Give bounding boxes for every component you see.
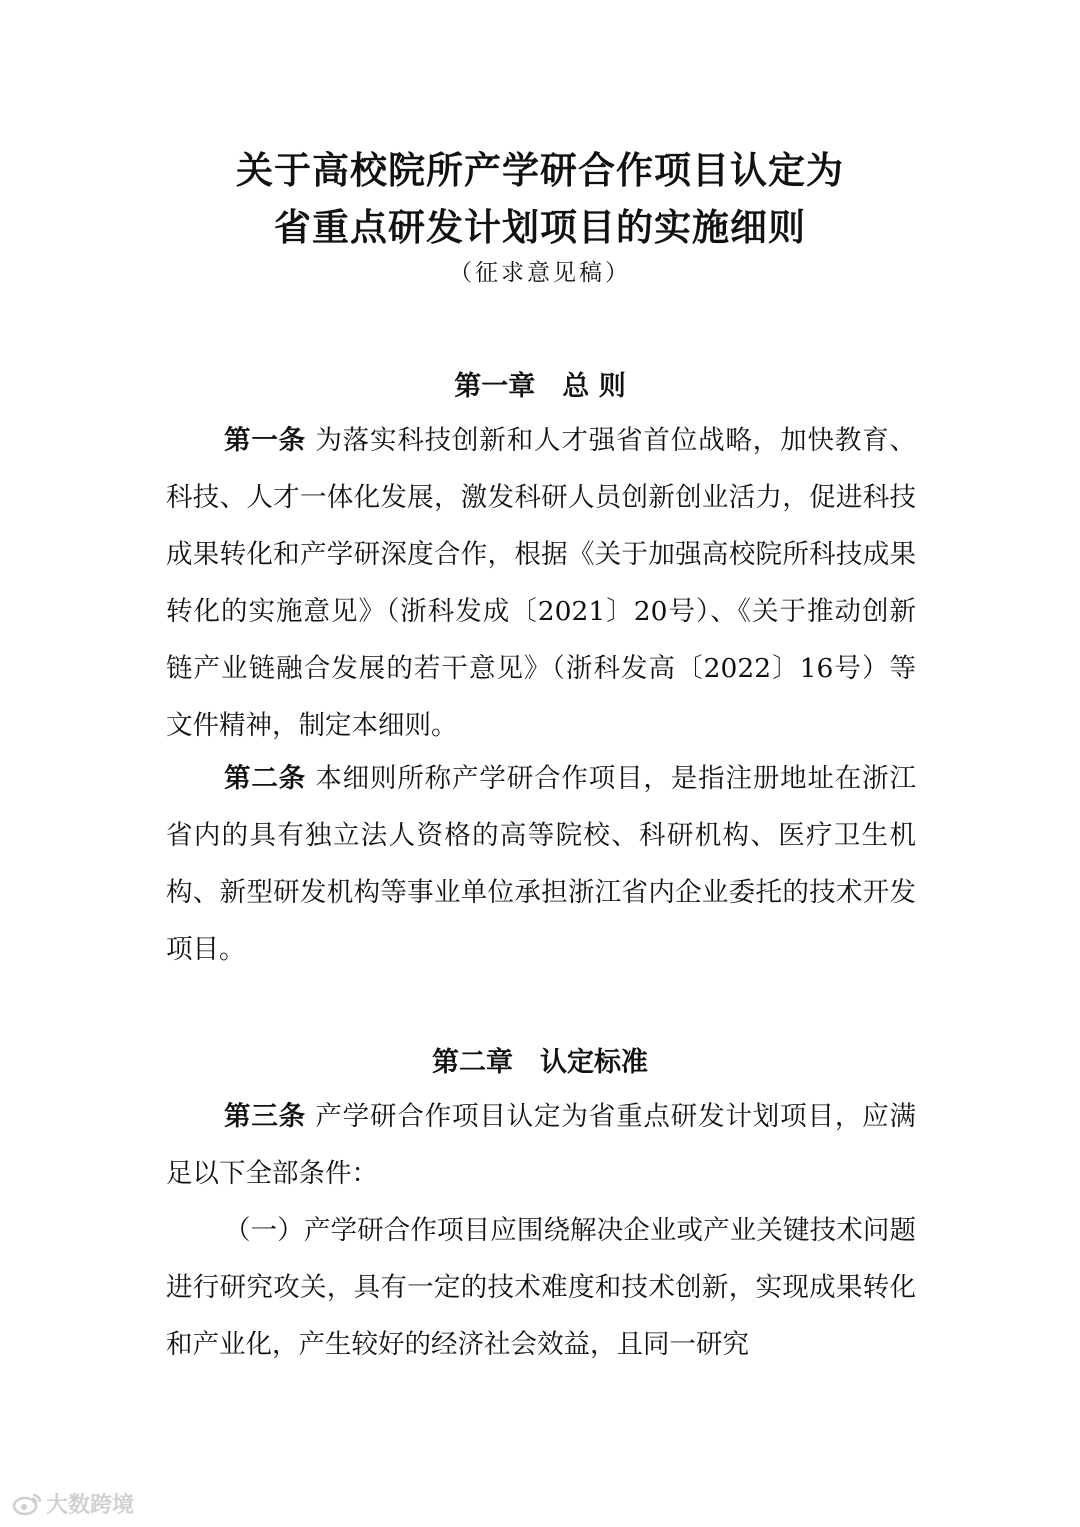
document-title-line-1: 关于高校院所产学研合作项目认定为 (236, 149, 844, 192)
watermark-text: 大数跨境 (46, 1493, 135, 1518)
article-2 (166, 750, 916, 978)
article-3-label: 第三条 (224, 1101, 307, 1132)
article-1 (166, 412, 916, 754)
article-1-text: 为落实科技创新和人才强省首位战略，加快教育、科技、人才一体化发展，激发科研人员创新创业活力，促进科技成果转化和产学研深度合作，根据《关于加强高校院所科技成果转化的实施意见》（浙科发成〔2021〕20号）、《关于推动创新链产业链融合发展的若干意见》（浙科发高〔2022〕16号）等文件精神，制定本细则。 (166, 425, 917, 741)
article-2-label: 第二条 (224, 763, 307, 794)
document-title-line-2: 省重点研发计划项目的实施细则 (274, 206, 806, 249)
article-3 (166, 1088, 916, 1202)
article-1-label: 第一条 (224, 425, 307, 456)
document-subtitle: （征求意见稿） (449, 260, 631, 286)
watermark (12, 1488, 134, 1519)
item-1 (166, 1202, 916, 1373)
weibo-icon (12, 1492, 42, 1516)
article-3-text: 产学研合作项目认定为省重点研发计划项目，应满足以下全部条件： (166, 1101, 917, 1189)
item-1-text: （一）产学研合作项目应围绕解决企业或产业关键技术问题进行研究攻关，具有一定的技术难度和技术创新，实现成果转化和产业化，产生较好的经济社会效益，且同一研究 (166, 1215, 916, 1360)
chapter-2-heading: 第二章 认定标准 (432, 1047, 648, 1078)
chapter-1-heading: 第一章 总 则 (454, 371, 626, 402)
article-2-text: 本细则所称产学研合作项目，是指注册地址在浙江省内的具有独立法人资格的高等院校、科研机构、医疗卫生机构、新型研发机构等事业单位承担浙江省内企业委托的技术开发项目。 (166, 763, 917, 965)
